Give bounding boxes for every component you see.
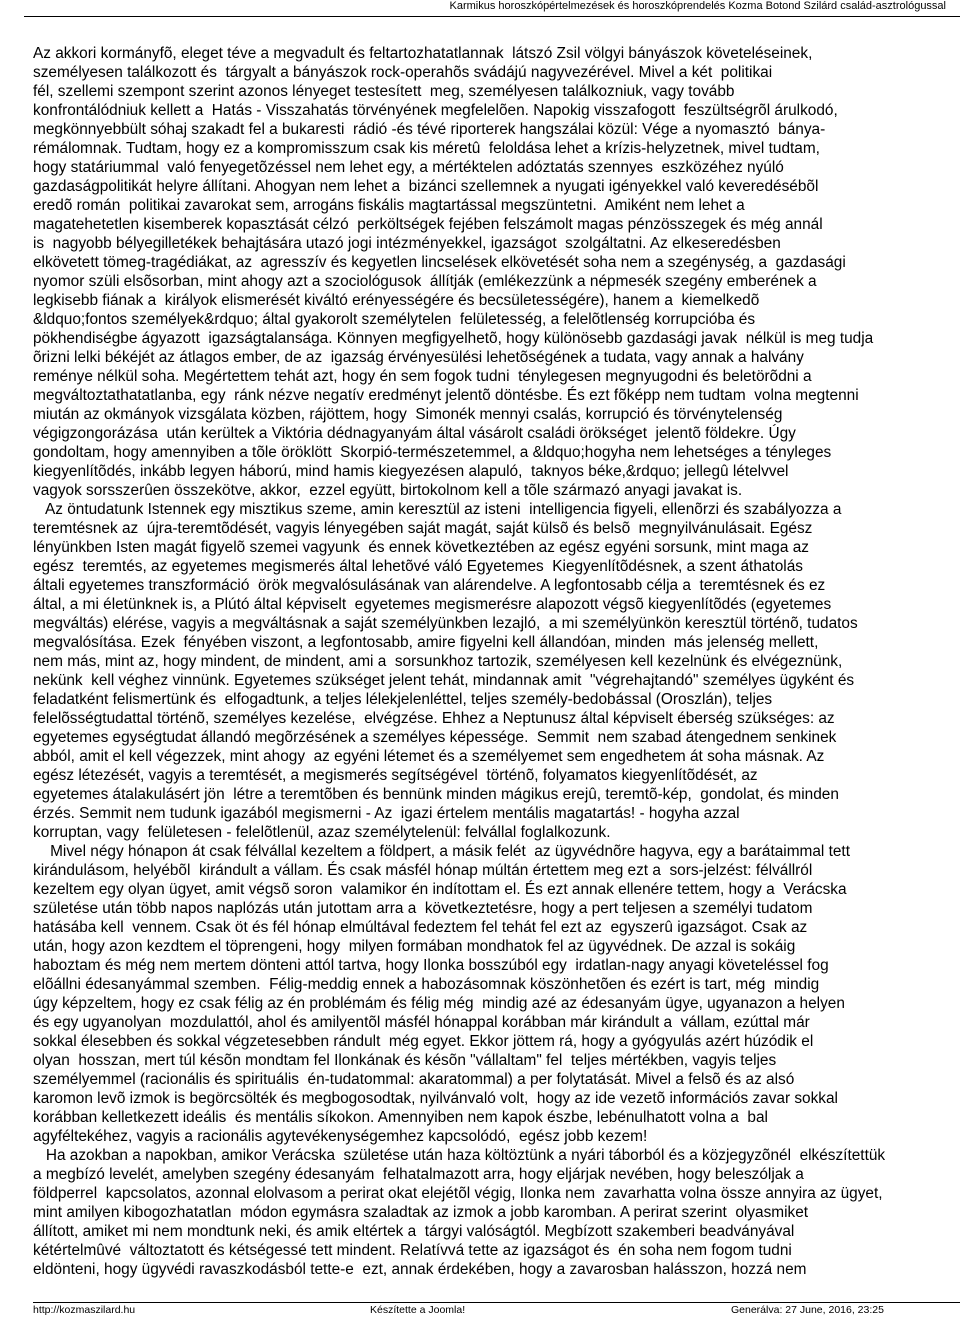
text-line: &ldquo;fontos személyek&rdquo; által gyakorolt személytelen felületesség, a felelõtlenség korrupcióba és — [33, 311, 756, 328]
text-line: korábban kelletkezett ideális és mentális síkokon. Amennyiben nem kapok észbe, lebénulhatott volna a bal — [33, 1109, 768, 1126]
text-line: úgy képzeltem, hogy ez csak félig az én problémám és félig még mindig azé az édesanyám ügye, ugyanazon a helyen — [33, 995, 845, 1012]
text-line: olyan hosszan, mert túl késõn mondtam fel Ilonkának és késõn "vállaltam" fel teljes mértékben, vagyis teljes — [33, 1052, 777, 1069]
footer-url-link[interactable]: http://kozmaszilard.hu — [33, 1304, 136, 1316]
text-line: születése után több napos naplózás után jutottam arra a következtetésre, hogy a pert teljesen a személyi tudatom — [33, 900, 813, 917]
text-line: Mivel négy hónapon át csak félvállal kezeltem a földpert, a másik felét az ügyvédnõre hagyva, egy a barátaimmal tett — [33, 843, 850, 860]
text-line: eredõ román politikai zavarokat sem, arrogáns fiskális magtartással megszüntetni. Amiként nem lehet a — [33, 197, 745, 214]
text-line: földperrel kapcsolatos, azonnal elolvasom a perirat okat elejétõl végig, Ilonka nem zavarhatta volna össze annyira az ügyet, — [33, 1185, 883, 1202]
text-line: fél, szellemi szempont szerint azonos lényeget testesített meg, személyesen találkozniuk, vagy tovább — [33, 83, 735, 100]
text-line: sokkal élesebben és sokkal végzetesebben rándult még egyet. Ekkor jöttem rá, hogy a gyógyulás azért húzódik el — [33, 1033, 814, 1050]
text-line: hatásába kell vennem. Csak öt és fél hónap elmúltával fedeztem fel tehát fel ezt az egyszerû igazságot. Csak az — [33, 919, 808, 936]
page-footer — [33, 1302, 960, 1317]
text-line: feladatként felismertünk és elfogadtunk, a teljes lélekjelenléttel, teljes személy-bedobással (Oroszlán), teljes — [33, 691, 773, 708]
footer-made-with: Készítette a Joomla! — [370, 1304, 466, 1316]
text-line: is nagyobb bélyegilletékek behajtására utazó jogi intézményekkel, igazságot szolgáltatni. Az elkeseredésben — [33, 235, 781, 252]
text-line: egyetemes átalakulásért jön létre a teremtõben és bennünk minden mágikus erejû, teremtõ-kép, gondolat, és minden — [33, 786, 839, 803]
text-line: korruptan, vagy felületesen - felelõtlenül, azaz személytelenül: felvállal foglalkozunk. — [33, 824, 611, 841]
text-line: nekünk kell véghez vinnünk. Egyetemes szükséget jelent tehát, mindannak amit "végrehajtandó" személyes ügyként és — [33, 672, 855, 689]
text-line: a megbízó levelét, amelyben szegény édesanyám felhatalmazott arra, hogy eljárjak nevében, hogy beleszóljak a — [33, 1166, 804, 1183]
text-line: vagyok sorsszerûen összekötve, akkor, ezzel együtt, birtokolnom kell a tõle származó anyagi javakat is. — [33, 482, 743, 499]
text-line: egyetemes egységtudat állandó megõrzésének a személyes képessége. Semmit nem szabad átengednem senkinek — [33, 729, 837, 746]
text-line: által, a mi életünknek is, a Plútó által képviselt egyetemes megismerésre alapozott végsõ kiegyenlítõdés (egyetemes — [33, 596, 832, 613]
text-line: pökhendiségbe ágyazott igazságtalansága. Könnyen megfigyelhetõ, hogy különösebb gazdasági javak nélkül is meg tudja — [33, 330, 874, 347]
text-line: gazdaságpolitikát helyre állítani. Ahogyan nem lehet a bizánci szellemnek a nyugati igényekkel való keveredésébõl — [33, 178, 819, 195]
text-line: karomon levõ izmok is begörcsölték és megbogosodtak, nyilvánvaló volt, hogy az ide vezetõ információs zavar sokkal — [33, 1090, 838, 1107]
text-line: eldönteni, hogy ügyvédi ravaszkodásból tette-e ezt, annak érdekében, hogy a zavarosban halásszon, hozzá nem — [33, 1261, 807, 1278]
text-line: kirándulásom, helyébõl kirándult a vállam. És csak másfél hónap múltán értettem meg ezt a sors-jelzést: félvállról — [33, 862, 813, 879]
text-line: megváltoztathatatlanba, egy ránk nézve negatív eredményt jelentõ döntésbe. És ezt fõképp nem tudtam volna megtenni — [33, 387, 859, 404]
text-line: elõállni édesanyámmal szemben. Félig-meddig ennek a habozásomnak köszönhetõen és ezért is tart, még mindig — [33, 976, 820, 993]
text-line: Az öntudatunk Istennek egy misztikus szeme, amin keresztül az isteni intelligencia figyeli, ellenõrzi és szabályozza a — [33, 501, 842, 518]
text-line: haboztam és még nem mertem dönteni attól tartva, hogy Ilonka bosszúból egy irdatlan-nagy anyagi követeléssel fog — [33, 957, 829, 974]
article-body — [33, 44, 960, 1279]
text-line: érzés. Semmit nem tudunk igazából megismerni - Az igazi értelem mentális magatartás! - hogyha azzal — [33, 805, 740, 822]
text-line: agyféltekéhez, vagyis a racionális agytevékenységemhez kapcsolódó, egész jobb kezem! — [33, 1128, 648, 1145]
text-line: személyemmel (racionális és spirituális én-tudatommal: akaratommal) a per folytatását. Mivel a felsõ és az alsó — [33, 1071, 795, 1088]
text-line: megvalósítása. Ezek fényében viszont, a legfontosabb, amire figyelni kell állandóan, minden más jelenség mellett, — [33, 634, 819, 651]
text-line: végigzongorázása után kerültek a Viktória dédnagyanyám által vásárolt családi örökséget jelentõ földekre. Úgy — [33, 425, 796, 442]
text-line: nyomor szüli elsõsorban, mint ahogy azt a szociológusok állítják (emlékezzünk a népmesék szegény emberének a — [33, 273, 817, 290]
text-line: kétértelmûvé változtatott és kétségessé tett mindent. Relatívvá tette az igazságot és én soha nem fogom tudni — [33, 1242, 792, 1259]
text-line: megkönnyebbült sóhaj szakadt fel a bukaresti rádió -és tévé riporterek hangszálai közül: Vége a nyomasztó bánya- — [33, 121, 826, 138]
text-line: személyesen találkozott és tárgyalt a bányászok rock-operahõs svádájú nagyvezérével. Mivel a két politikai — [33, 64, 773, 81]
text-line: Az akkori kormányfõ, eleget téve a megvadult és feltartozhatatlannak látszó Zsil völgyi bányászok követeléseinek, — [33, 45, 813, 62]
text-line: magatehetetlen kisemberek kopasztását célzó perköltségek fejében felszámolt magas pénzösszegek és még annál — [33, 216, 823, 233]
text-line: miután az okmányok vizsgálata közben, rájöttem, hogy Simonék mennyi csalás, korrupció és törvénytelenség — [33, 406, 783, 423]
text-line: kiegyenlítõdés, inkább legyen háború, mind hamis kiegyezésen alapuló, taknyos béke,&rdquo; jellegû lételvvel — [33, 463, 789, 480]
text-line: egész teremtés, az egyetemes megismerés által lehetõvé váló Egyetemes Kiegyenlítõdésnek, a szent áthatolás — [33, 558, 803, 575]
text-line: Ha azokban a napokban, amikor Verácska születése után haza költöztünk a nyári táborból és a közjegyzõnél elkészítettük — [33, 1147, 886, 1164]
text-line: és egy ugyanolyan mozdulattól, ahol és amilyentõl másfél hónappal korábban már kirándult a vállam, ezúttal már — [33, 1014, 810, 1031]
text-line: konfrontálódniuk kellett a Hatás - Visszahatás törvényének megfelelõen. Napokig visszafogott feszültségrõl árulkodó, — [33, 102, 838, 119]
text-line: teremtésnek az újra-teremtõdését, vagyis lényegében saját magát, saját külsõ és belsõ megnyilvánulásait. Egész — [33, 520, 813, 537]
site-title: Karmikus horoszkópértelmezések és horoszkóprendelés Kozma Botond Szilárd család-asztrológussal — [449, 0, 946, 12]
text-line: mint amilyen kibogozhatatlan módon egymásra szaladtak az izmok a jobb karomban. A perirat szerint olyasmiket — [33, 1204, 809, 1221]
text-line: nem más, mint az, hogy mindent, de mindent, ami a sorsunkhoz tartozik, személyesen kell kezelnünk és elvégeznünk, — [33, 653, 843, 670]
text-line: állított, amiket mi nem mondtunk neki, és amik eltértek a tárgyi valóságtól. Megbízott szakemberi beadványával — [33, 1223, 795, 1240]
footer-generated-date: Generálva: 27 June, 2016, 23:25 — [731, 1304, 884, 1316]
text-line: hogy statáriummal való fenyegetõzéssel nem lehet egy, a mértéktelen adóztatás szennyes eszközéhez nyúló — [33, 159, 784, 176]
text-line: gondoltam, hogy amennyiben a tõle öröklött Skorpió-természetemmel, a &ldquo;hogyha nem lehetséges a tényleges — [33, 444, 832, 461]
text-line: felelõsségtudattal történõ, személyes kezelése, elvégzése. Ehhez a Neptunusz által képviselt éberség szükséges: az — [33, 710, 835, 727]
text-line: kezeltem egy olyan ügyet, amit végsõ soron valamikor én indítottam el. És ezt annak ellenére tettem, hogy a Verácska — [33, 881, 847, 898]
text-line: megváltás) elérése, vagyis a megváltásnak a saját személyünkben lezajló, a mi személyünkön keresztül történõ, tudatos — [33, 615, 858, 632]
text-line: lényünkben Isten magát figyelõ szemei vagyunk és ennek következtében az egész egyéni sorsunk, mint maga az — [33, 539, 809, 556]
text-line: abból, amit el kell végezzek, mint ahogy az egyéni létemet és a személyemet sem engedhetem át soha másnak. Az — [33, 748, 825, 765]
text-line: egész létezését, vagyis a teremtését, a megismerés segítségével történõ, folyamatos kiegyenlítõdését, az — [33, 767, 758, 784]
text-line: õrizni lelki békéjét az átlagos ember, de az igazság érvényesülési lehetõségének a tudata, vagy annak a halvány — [33, 349, 804, 366]
text-line: általi egyetemes transzformáció örök megvalósulásának van alárendelve. A legfontosabb célja a teremtésnek és ez — [33, 577, 826, 594]
text-line: rémálomnak. Tudtam, hogy ez a kompromisszum csak kis méretû feloldása lehet a krízis-helyzetnek, mivel tudtam, — [33, 140, 820, 157]
text-line: reménye nélkül soha. Megértettem tehát azt, hogy én sem fogok tudni ténylegesen megnyugodni és beletörõdni a — [33, 368, 812, 385]
header-divider — [24, 16, 960, 17]
text-line: legkisebb fiának a királyok elismerését kiváltó erényességére és becsületességére), hanem a kiemelkedõ — [33, 292, 760, 309]
text-line: elkövetett tömeg-tragédiákat, az agresszív és kegyetlen lincselések elkövetését soha nem a szegénység, a gazdasági — [33, 254, 846, 271]
text-line: után, hogy azon kezdtem el töprengeni, hogy milyen formában mondhatok fel az ügyvédnek. De azzal is sokáig — [33, 938, 796, 955]
